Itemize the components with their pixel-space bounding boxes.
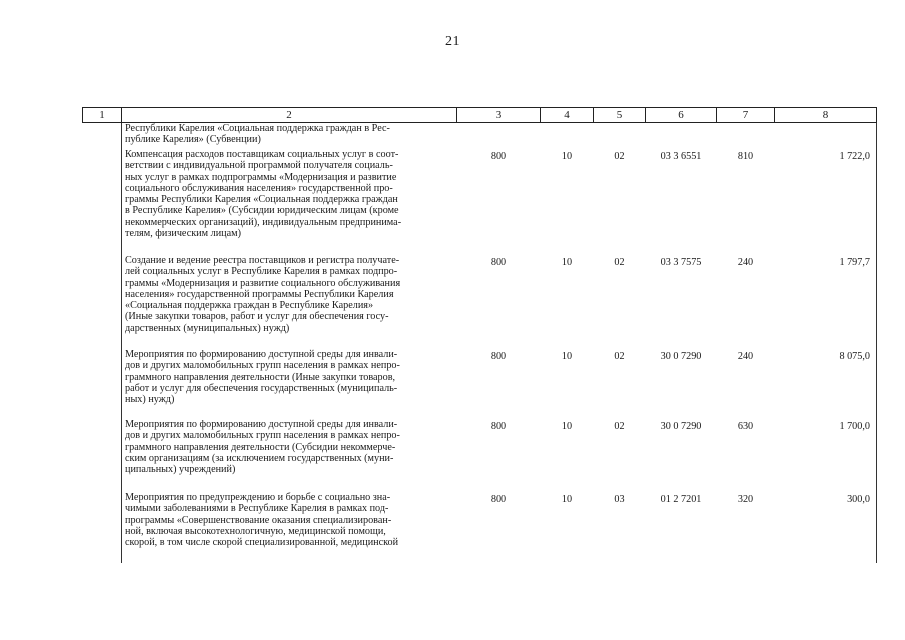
column-header: 5 — [594, 108, 646, 123]
column-header: 6 — [646, 108, 717, 123]
cell-section: 10 — [561, 257, 573, 268]
cell-section: 10 — [561, 494, 573, 505]
budget-table — [82, 107, 877, 563]
page-number: 21 — [445, 34, 460, 49]
empty-cell — [83, 255, 122, 349]
cell-target-article: 03 3 7575 — [660, 257, 702, 268]
empty-cell — [83, 419, 122, 492]
cell-ministry-code: 800 — [490, 151, 507, 162]
cell-target-article — [646, 123, 717, 150]
cell-section: 10 — [561, 421, 573, 432]
cell-amount: 8 075,0 — [775, 349, 877, 419]
row-description: Мероприятия по формированию доступной среды для инвали- дов и других маломобильных групп населения в рамках непро- граммного направления деятельности (Субсидии некоммерче- ским организациям (за исключением государственных (муни- ципальных) учреждений) — [122, 419, 457, 492]
cell-amount: 1 700,0 — [775, 419, 877, 492]
cell-ministry-code: 800 — [490, 494, 507, 505]
row-description: Создание и ведение реестра поставщиков и регистра получате- лей социальных услуг в Республике Карелия в рамках подпро- граммы «Модернизация и развитие социального обслуживания населения» государственной программы Республики Карелия «Социальная поддержка граждан в Республике Карелия» (Иные закупки товаров, работ и услуг для обеспечения госу- дарственных (муниципальных) нужд) — [122, 255, 457, 349]
cell-subsection: 02 — [614, 151, 625, 162]
cell-section: 10 — [561, 351, 573, 362]
cell-target-article: 30 0 7290 — [660, 421, 702, 432]
empty-cell — [83, 349, 122, 419]
cell-section: 10 — [561, 151, 573, 162]
cell-subsection — [594, 123, 646, 150]
column-header: 4 — [541, 108, 594, 123]
cell-expense-type: 630 — [737, 421, 754, 432]
table-row — [83, 149, 877, 255]
cell-subsection: 03 — [614, 494, 625, 505]
row-description: Компенсация расходов поставщикам социальных услуг в соот- ветствии с индивидуальной программой получателя социаль- ных услуг в рамках подпрограммы «Модернизация и развитие социального обслуживания населения» государственной про- граммы Республики Карелия «Социальная поддержка граждан в Республике Карелия» (Субсидии юридическим лицам (кроме некоммерческих организаций), индивидуальным предпринима- телям, физическим лицам) — [122, 149, 457, 255]
table-row — [83, 492, 877, 563]
row-description: Республики Карелия «Социальная поддержка граждан в Рес- публике Карелия» (Субвенции) — [122, 123, 457, 150]
cell-section — [541, 123, 594, 150]
cell-amount: 300,0 — [775, 492, 877, 563]
empty-cell — [83, 149, 122, 255]
row-description: Мероприятия по предупреждению и борьбе с социально зна- чимыми заболеваниями в Республике Карелия в рамках под- программы «Совершенствование оказания специализирован- ной, включая высокотехнологичную, медицинской помощи, скорой, в том числе скорой специализированной, медицинской — [122, 492, 457, 563]
cell-expense-type: 240 — [737, 257, 754, 268]
row-description: Мероприятия по формированию доступной среды для инвали- дов и других маломобильных групп населения в рамках непро- граммного направления деятельности (Иные закупки товаров, работ и услуг для обеспечения государственных (муниципаль- ных) нужд) — [122, 349, 457, 419]
column-number-header-row — [83, 108, 877, 123]
cell-ministry-code: 800 — [490, 351, 507, 362]
table-row — [83, 255, 877, 349]
cell-amount — [775, 123, 877, 150]
empty-cell — [83, 123, 122, 150]
table-row — [83, 123, 877, 150]
table-row — [83, 349, 877, 419]
column-header: 3 — [457, 108, 541, 123]
column-header: 1 — [83, 108, 122, 123]
cell-target-article: 03 3 6551 — [660, 151, 702, 162]
cell-expense-type: 810 — [737, 151, 754, 162]
cell-subsection: 02 — [614, 421, 625, 432]
cell-target-article: 30 0 7290 — [660, 351, 702, 362]
cell-target-article: 01 2 7201 — [660, 494, 702, 505]
table-row — [83, 419, 877, 492]
cell-amount: 1 797,7 — [775, 255, 877, 349]
cell-amount: 1 722,0 — [775, 149, 877, 255]
column-header: 7 — [717, 108, 775, 123]
cell-subsection: 02 — [614, 257, 625, 268]
empty-cell — [83, 492, 122, 563]
cell-ministry-code — [457, 123, 541, 150]
cell-ministry-code: 800 — [490, 257, 507, 268]
cell-ministry-code: 800 — [490, 421, 507, 432]
column-header: 2 — [122, 108, 457, 123]
cell-expense-type — [717, 123, 775, 150]
cell-subsection: 02 — [614, 351, 625, 362]
column-header: 8 — [775, 108, 877, 123]
cell-expense-type: 320 — [737, 494, 754, 505]
cell-expense-type: 240 — [737, 351, 754, 362]
